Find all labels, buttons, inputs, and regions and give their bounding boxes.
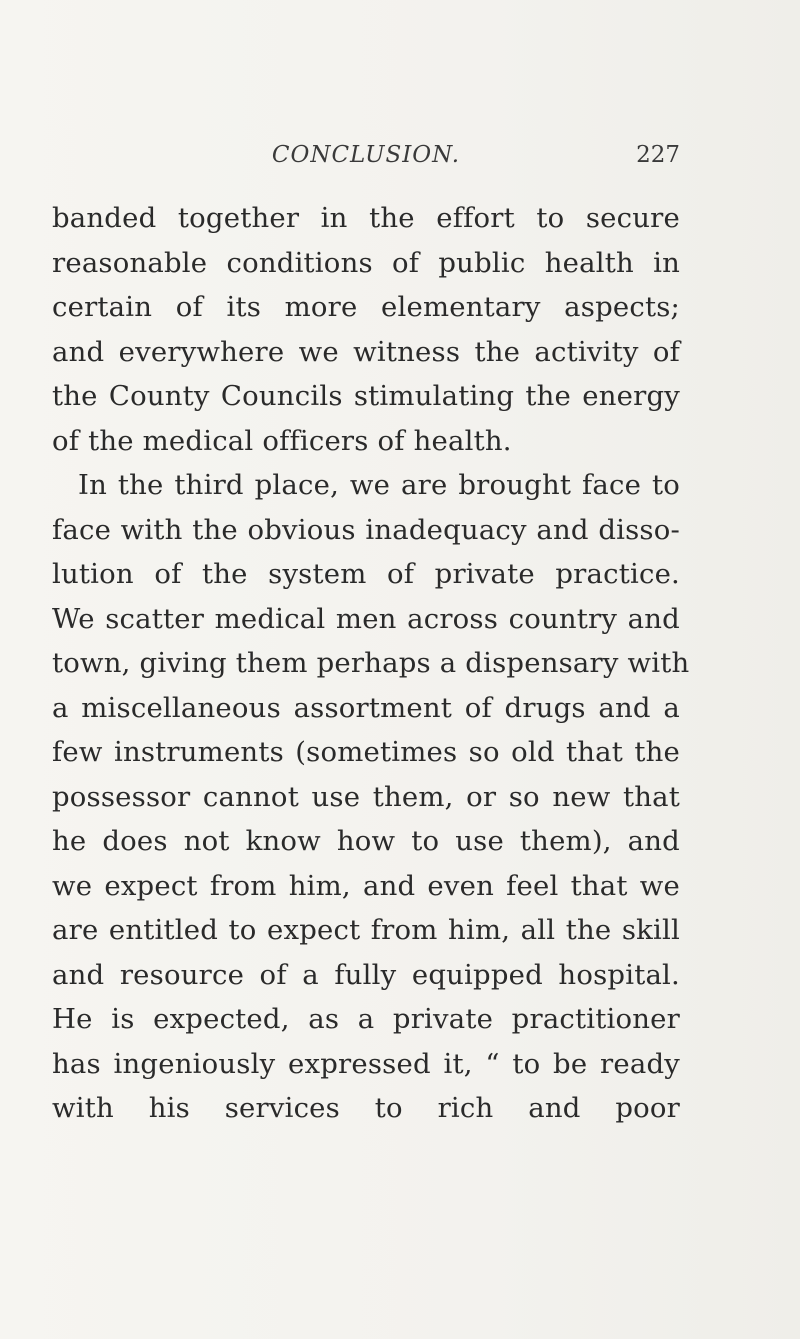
text-line: town, giving them perhaps a dispensary with (52, 647, 690, 679)
body-text (52, 196, 690, 1131)
text-line: we expect from him, and even feel that we (52, 869, 680, 902)
text-line: a miscellaneous assortment of drugs and a (52, 691, 680, 724)
page-header (52, 142, 680, 176)
text-line: few instruments (sometimes so old that the (52, 736, 680, 768)
text-line: he does not know how to use them), and (52, 825, 680, 857)
text-line: has ingeniously expressed it, “ to be ready (52, 1047, 680, 1080)
text-line: face with the obvious inadequacy and disso- (52, 513, 680, 546)
text-line: are entitled to expect from him, all the skill (52, 914, 680, 946)
paragraph-start-line: In the third place, we are brought face to (78, 469, 680, 501)
page-number: 227 (636, 142, 680, 168)
text-line: of the medical officers of health. (52, 424, 512, 457)
text-line: lution of the system of private practice. (52, 558, 680, 590)
text-line: and resource of a fully equipped hospital. (52, 958, 680, 991)
text-line: He is expected, as a private practitioner (52, 1003, 680, 1035)
text-line: banded together in the effort to secure (52, 202, 680, 234)
text-line: and everywhere we witness the activity of (52, 335, 680, 368)
running-head: CONCLUSION. (271, 142, 461, 168)
text-line: the County Councils stimulating the energy (52, 380, 680, 412)
text-line: We scatter medical men across country and (52, 602, 680, 635)
text-line: reasonable conditions of public health in (52, 246, 680, 279)
text-line: certain of its more elementary aspects; (52, 291, 680, 323)
text-line: with his services to rich and poor (52, 1092, 680, 1124)
text-line: possessor cannot use them, or so new that (52, 780, 680, 813)
